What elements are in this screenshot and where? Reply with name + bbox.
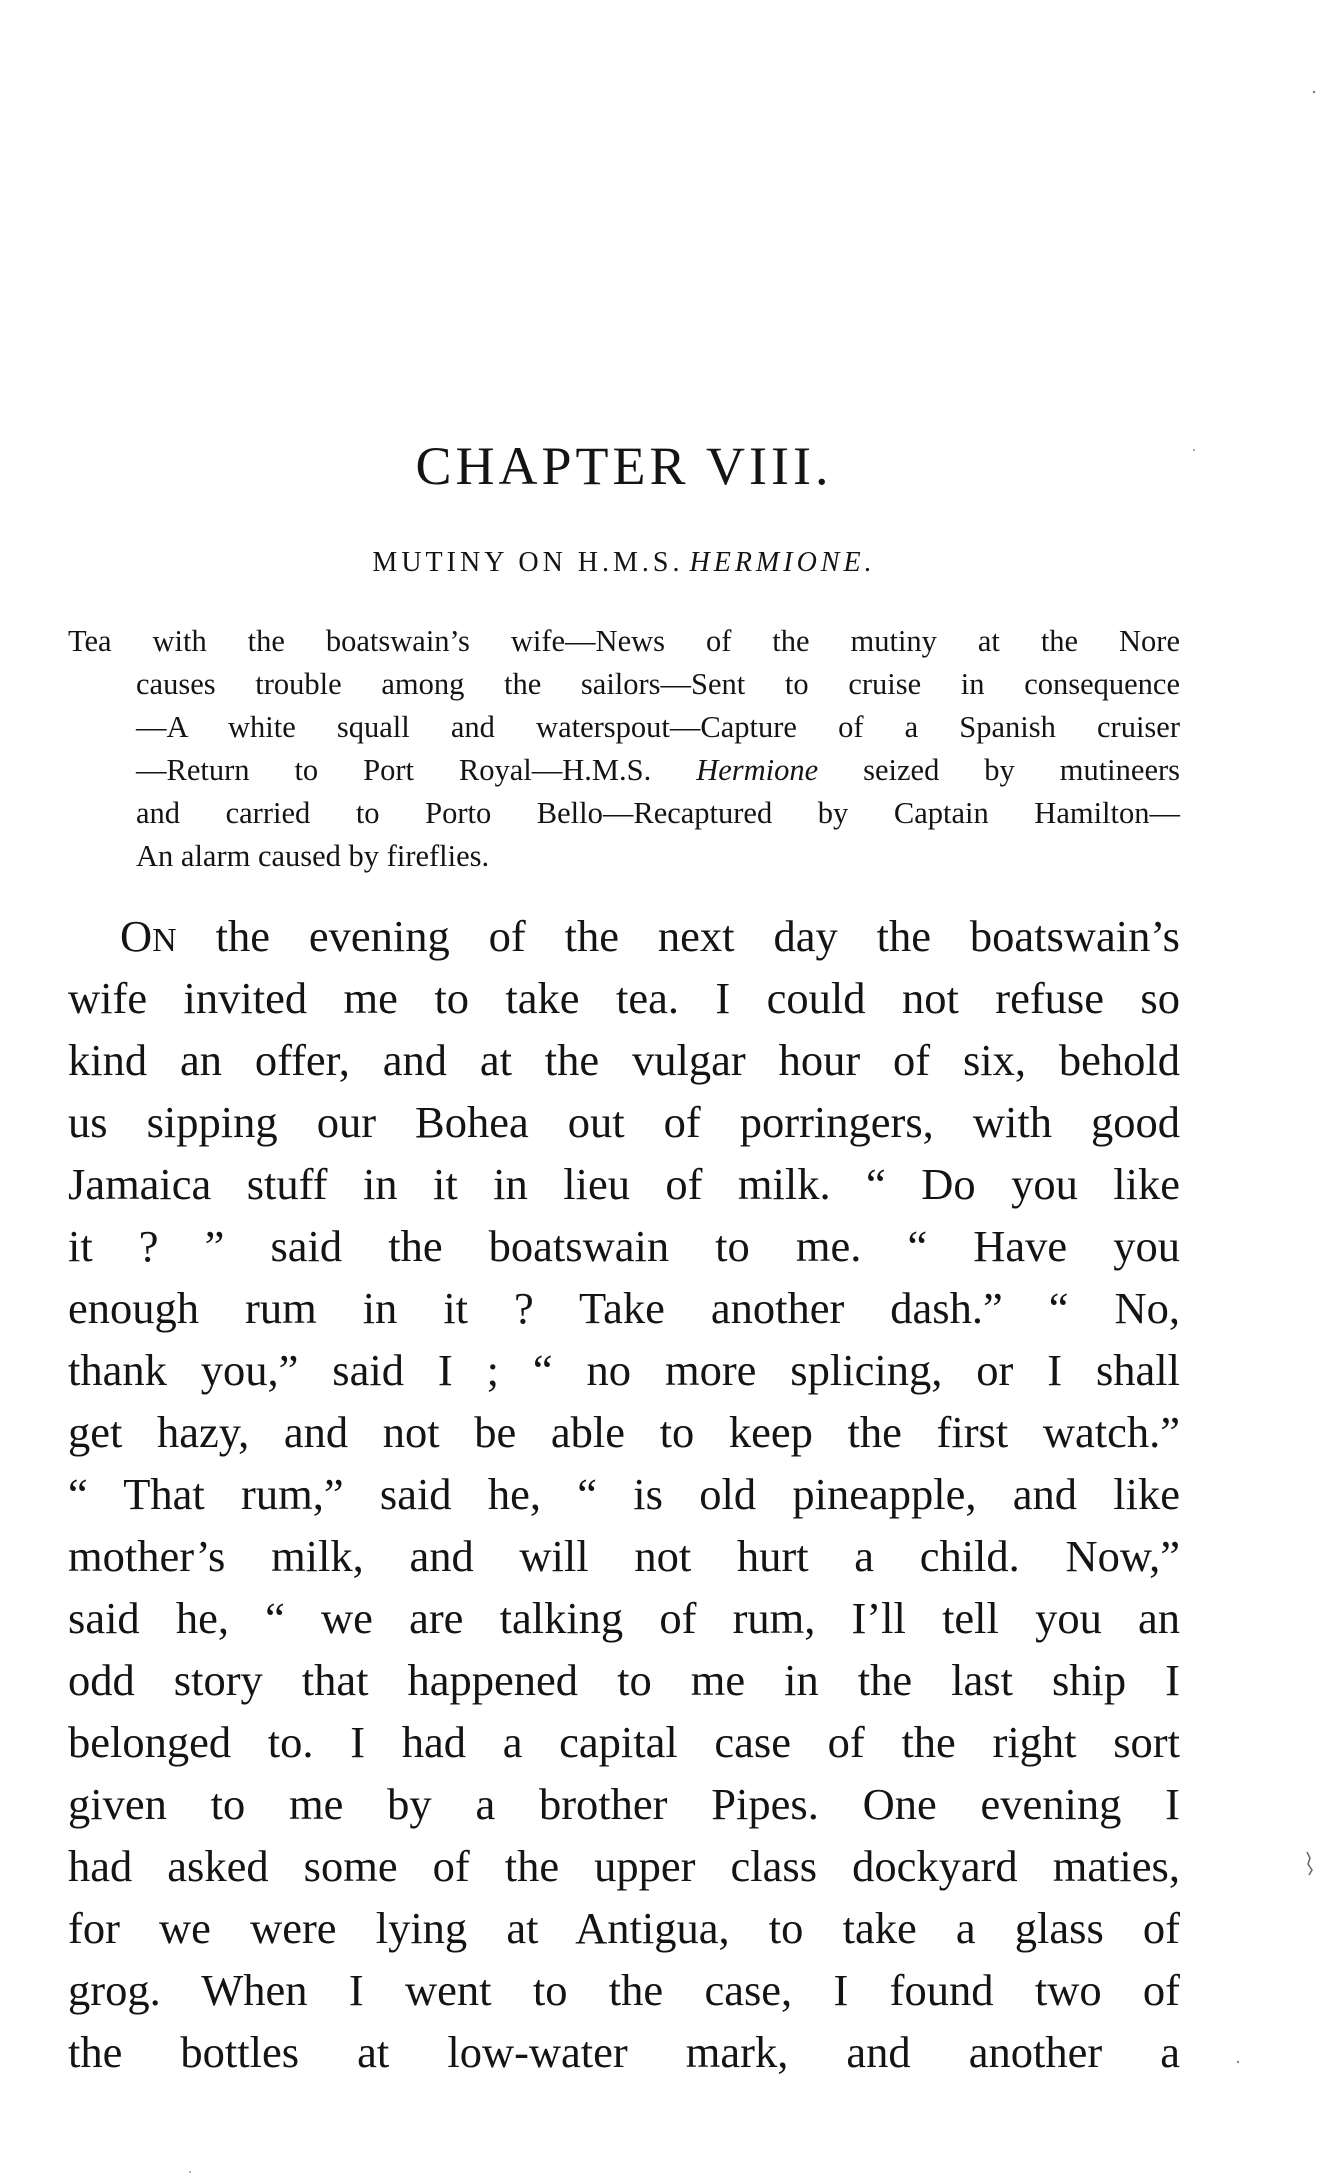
synopsis-line: causes trouble among the sailors—Sent to cruise in consequence <box>136 667 1180 701</box>
body-line: said he, “ we are talking of rum, I’ll tell you an <box>68 1593 1180 1643</box>
body-line: enough rum in it ? Take another dash.” “ No, <box>68 1283 1180 1333</box>
body-line: odd story that happened to me in the last ship I <box>68 1655 1180 1705</box>
body-line: Jamaica stuff in it in lieu of milk. “ Do you like <box>68 1159 1180 1209</box>
body-line: thank you,” said I ; “ no more splicing, or I shall <box>68 1345 1180 1395</box>
synopsis-text: seized by mutineers <box>863 753 1181 787</box>
body-line: the bottles at low-water mark, and another a <box>68 2027 1180 2077</box>
speck <box>1307 1852 1312 1875</box>
chapter-synopsis <box>68 620 1180 878</box>
speck <box>1313 91 1315 93</box>
smallcap-letter: N <box>152 922 177 959</box>
body-line-text: the evening of the next day the boatswain’s <box>176 911 1180 961</box>
synopsis-text: —Return to Port Royal—H.M.S. <box>136 753 652 787</box>
subtitle-ship-name: HERMIONE. <box>689 547 876 578</box>
body-line: given to me by a brother Pipes. One evening I <box>68 1779 1180 1829</box>
speck <box>189 2171 191 2173</box>
body-line: “ That rum,” said he, “ is old pineapple, and like <box>68 1469 1180 1519</box>
dropcap-letter: O <box>120 911 153 961</box>
body-line: mother’s milk, and will not hurt a child. Now,” <box>68 1531 1180 1581</box>
body-line: belonged to. I had a capital case of the right sort <box>68 1717 1180 1767</box>
synopsis-line: Tea with the boatswain’s wife—News of the mutiny at the Nore <box>68 624 1180 658</box>
synopsis-line: —A white squall and waterspout—Capture of a Spanish cruiser <box>136 710 1180 744</box>
synopsis-line: and carried to Porto Bello—Recaptured by Captain Hamilton— <box>136 796 1180 830</box>
body-line: kind an offer, and at the vulgar hour of six, behold <box>68 1035 1180 1085</box>
chapter-subtitle <box>0 546 1248 580</box>
body-line: us sipping our Bohea out of porringers, with good <box>68 1097 1180 1147</box>
chapter-title: CHAPTER VIII. <box>415 436 833 496</box>
body-line: get hazy, and not be able to keep the first watch.” <box>68 1407 1180 1457</box>
body-line <box>68 905 1180 967</box>
speck <box>1237 2061 1239 2063</box>
body-text <box>68 905 1180 2083</box>
body-line: it ? ” said the boatswain to me. “ Have you <box>68 1221 1180 1271</box>
synopsis-ship-name: Hermione <box>696 753 819 787</box>
body-line: wife invited me to take tea. I could not refuse so <box>68 973 1180 1023</box>
body-line: for we were lying at Antigua, to take a glass of <box>68 1903 1180 1953</box>
body-line: had asked some of the upper class dockyard maties, <box>68 1841 1180 1891</box>
body-line: grog. When I went to the case, I found two of <box>68 1965 1180 2015</box>
synopsis-line <box>68 749 1180 792</box>
subtitle-text: MUTINY ON H.M.S. <box>372 547 684 578</box>
synopsis-line: An alarm caused by fireflies. <box>136 839 490 873</box>
